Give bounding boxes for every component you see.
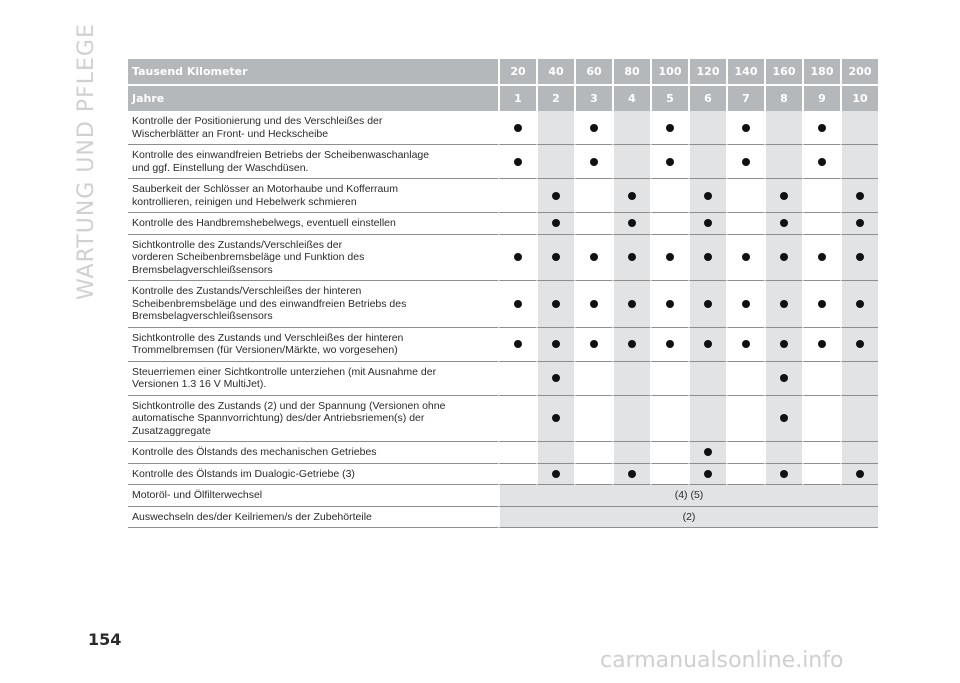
header-km-100: 100 [650, 59, 688, 84]
header-year-3: 3 [574, 84, 612, 111]
row-description: Sichtkontrolle des Zustands und Verschleißes der hinteren Trommelbremsen (für Versionen/Märkte, wo vorgesehen) [128, 328, 498, 362]
check-dot-icon [552, 219, 560, 227]
interval-cell [726, 179, 764, 213]
interval-cell [726, 362, 764, 396]
interval-cell [536, 442, 574, 464]
check-dot-icon [704, 253, 712, 261]
interval-cell [650, 213, 688, 235]
interval-cell [840, 281, 878, 328]
interval-cell [802, 396, 840, 443]
interval-cell [574, 362, 612, 396]
header-km-160: 160 [764, 59, 802, 84]
check-dot-icon [818, 340, 826, 348]
table-body [128, 111, 878, 528]
table-row [128, 213, 878, 235]
header-year-5: 5 [650, 84, 688, 111]
interval-cell [650, 145, 688, 179]
check-dot-icon [514, 158, 522, 166]
interval-cell [764, 281, 802, 328]
header-year-4: 4 [612, 84, 650, 111]
interval-cell [688, 179, 726, 213]
header-year-7: 7 [726, 84, 764, 111]
check-dot-icon [666, 124, 674, 132]
interval-cell [802, 179, 840, 213]
header-km-label: Tausend Kilometer [128, 59, 498, 84]
row-description: Steuerriemen einer Sichtkontrolle unterziehen (mit Ausnahme der Versionen 1.3 16 V MultiJet). [128, 362, 498, 396]
interval-cell [574, 111, 612, 145]
table-row [128, 464, 878, 486]
check-dot-icon [780, 470, 788, 478]
interval-cell [802, 235, 840, 282]
interval-cell [840, 464, 878, 486]
interval-cell [688, 111, 726, 145]
interval-cell [726, 111, 764, 145]
interval-cell [726, 396, 764, 443]
table-row [128, 396, 878, 443]
check-dot-icon [590, 253, 598, 261]
header-year-8: 8 [764, 84, 802, 111]
page-number: 154 [88, 630, 122, 649]
check-dot-icon [704, 470, 712, 478]
check-dot-icon [704, 192, 712, 200]
header-km-20: 20 [498, 59, 536, 84]
table-row [128, 362, 878, 396]
interval-cell [726, 281, 764, 328]
header-year-9: 9 [802, 84, 840, 111]
check-dot-icon [590, 340, 598, 348]
check-dot-icon [552, 253, 560, 261]
interval-cell [840, 442, 878, 464]
interval-cell [802, 442, 840, 464]
interval-cell [802, 111, 840, 145]
interval-cell [726, 235, 764, 282]
maintenance-table [128, 59, 878, 528]
interval-cell [840, 328, 878, 362]
header-km-180: 180 [802, 59, 840, 84]
interval-cell [764, 328, 802, 362]
interval-cell [498, 362, 536, 396]
interval-cell [688, 145, 726, 179]
table-row [128, 111, 878, 145]
row-description: Kontrolle des Ölstands im Dualogic-Getriebe (3) [128, 464, 498, 486]
check-dot-icon [856, 253, 864, 261]
interval-cell [536, 179, 574, 213]
interval-cell [764, 145, 802, 179]
row-description: Sichtkontrolle des Zustands (2) und der Spannung (Versionen ohne automatische Spannvorrichtung) des/der Antriebsriemen(s) der Zusatzaggregate [128, 396, 498, 443]
row-note: (4) (5) [498, 485, 878, 507]
check-dot-icon [628, 192, 636, 200]
interval-cell [498, 396, 536, 443]
check-dot-icon [552, 374, 560, 382]
header-km-140: 140 [726, 59, 764, 84]
row-description: Auswechseln des/der Keilriemen/s der Zubehörteile [128, 507, 498, 529]
check-dot-icon [628, 470, 636, 478]
check-dot-icon [628, 253, 636, 261]
check-dot-icon [856, 470, 864, 478]
header-km-200: 200 [840, 59, 878, 84]
interval-cell [840, 179, 878, 213]
row-description: Sauberkeit der Schlösser an Motorhaube und Kofferraum kontrollieren, reinigen und Hebelwerk schmieren [128, 179, 498, 213]
check-dot-icon [818, 124, 826, 132]
interval-cell [650, 111, 688, 145]
interval-cell [536, 213, 574, 235]
interval-cell [688, 442, 726, 464]
interval-cell [498, 213, 536, 235]
check-dot-icon [742, 253, 750, 261]
interval-cell [574, 213, 612, 235]
interval-cell [498, 235, 536, 282]
check-dot-icon [818, 300, 826, 308]
interval-cell [764, 235, 802, 282]
table-row [128, 179, 878, 213]
check-dot-icon [742, 158, 750, 166]
check-dot-icon [590, 300, 598, 308]
table-row [128, 328, 878, 362]
interval-cell [574, 179, 612, 213]
interval-cell [764, 213, 802, 235]
interval-cell [536, 111, 574, 145]
check-dot-icon [856, 300, 864, 308]
interval-cell [840, 111, 878, 145]
check-dot-icon [666, 300, 674, 308]
header-year-6: 6 [688, 84, 726, 111]
interval-cell [726, 328, 764, 362]
watermark: carmanualsonline.info [600, 648, 844, 673]
check-dot-icon [780, 374, 788, 382]
table-row [128, 235, 878, 282]
row-description: Kontrolle des Ölstands des mechanischen Getriebes [128, 442, 498, 464]
header-year-10: 10 [840, 84, 878, 111]
check-dot-icon [780, 219, 788, 227]
interval-cell [688, 464, 726, 486]
check-dot-icon [818, 253, 826, 261]
interval-cell [498, 464, 536, 486]
interval-cell [650, 442, 688, 464]
interval-cell [612, 111, 650, 145]
interval-cell [574, 442, 612, 464]
header-row-km [128, 59, 878, 84]
interval-cell [574, 328, 612, 362]
check-dot-icon [856, 340, 864, 348]
interval-cell [802, 145, 840, 179]
interval-cell [650, 464, 688, 486]
table-row [128, 485, 878, 507]
check-dot-icon [818, 158, 826, 166]
header-km-60: 60 [574, 59, 612, 84]
check-dot-icon [780, 414, 788, 422]
interval-cell [574, 145, 612, 179]
header-year-1: 1 [498, 84, 536, 111]
interval-cell [612, 362, 650, 396]
check-dot-icon [552, 414, 560, 422]
interval-cell [802, 362, 840, 396]
header-years-label: Jahre [128, 84, 498, 111]
check-dot-icon [666, 253, 674, 261]
interval-cell [498, 145, 536, 179]
check-dot-icon [666, 158, 674, 166]
interval-cell [688, 328, 726, 362]
check-dot-icon [742, 340, 750, 348]
interval-cell [726, 464, 764, 486]
interval-cell [498, 442, 536, 464]
check-dot-icon [552, 340, 560, 348]
interval-cell [612, 464, 650, 486]
check-dot-icon [590, 124, 598, 132]
interval-cell [574, 281, 612, 328]
check-dot-icon [780, 253, 788, 261]
check-dot-icon [704, 340, 712, 348]
header-km-40: 40 [536, 59, 574, 84]
row-description: Kontrolle der Positionierung und des Verschleißes der Wischerblätter an Front- und Heckscheibe [128, 111, 498, 145]
header-year-2: 2 [536, 84, 574, 111]
interval-cell [574, 464, 612, 486]
row-note: (2) [498, 507, 878, 529]
interval-cell [574, 396, 612, 443]
table-row [128, 442, 878, 464]
interval-cell [612, 328, 650, 362]
interval-cell [612, 442, 650, 464]
interval-cell [840, 145, 878, 179]
interval-cell [688, 235, 726, 282]
interval-cell [650, 179, 688, 213]
interval-cell [764, 442, 802, 464]
check-dot-icon [704, 448, 712, 456]
interval-cell [764, 362, 802, 396]
interval-cell [764, 464, 802, 486]
interval-cell [612, 281, 650, 328]
row-description: Kontrolle des Zustands/Verschleißes der hinteren Scheibenbremsbeläge und des einwandfreien Betriebs des Bremsbelagverschleißsensors [128, 281, 498, 328]
check-dot-icon [552, 300, 560, 308]
row-description: Kontrolle des einwandfreien Betriebs der Scheibenwaschanlage und ggf. Einstellung der Waschdüsen. [128, 145, 498, 179]
row-description: Sichtkontrolle des Zustands/Verschleißes der vorderen Scheibenbremsbeläge und Funktion des Bremsbelagverschleißsensors [128, 235, 498, 282]
interval-cell [764, 111, 802, 145]
check-dot-icon [514, 253, 522, 261]
interval-cell [536, 145, 574, 179]
check-dot-icon [666, 340, 674, 348]
interval-cell [650, 396, 688, 443]
interval-cell [574, 235, 612, 282]
interval-cell [536, 362, 574, 396]
interval-cell [498, 281, 536, 328]
interval-cell [650, 362, 688, 396]
interval-cell [840, 235, 878, 282]
interval-cell [612, 213, 650, 235]
interval-cell [688, 281, 726, 328]
interval-cell [650, 328, 688, 362]
interval-cell [536, 281, 574, 328]
check-dot-icon [742, 124, 750, 132]
interval-cell [612, 396, 650, 443]
check-dot-icon [552, 470, 560, 478]
interval-cell [536, 328, 574, 362]
interval-cell [612, 179, 650, 213]
section-title: WARTUNG UND PFLEGE [74, 23, 99, 300]
interval-cell [536, 464, 574, 486]
interval-cell [536, 235, 574, 282]
check-dot-icon [628, 219, 636, 227]
interval-cell [688, 396, 726, 443]
check-dot-icon [628, 300, 636, 308]
header-km-80: 80 [612, 59, 650, 84]
interval-cell [802, 464, 840, 486]
interval-cell [650, 235, 688, 282]
check-dot-icon [704, 219, 712, 227]
check-dot-icon [856, 219, 864, 227]
interval-cell [612, 235, 650, 282]
interval-cell [840, 213, 878, 235]
interval-cell [840, 396, 878, 443]
interval-cell [650, 281, 688, 328]
check-dot-icon [514, 300, 522, 308]
interval-cell [764, 179, 802, 213]
row-description: Motoröl- und Ölfilterwechsel [128, 485, 498, 507]
check-dot-icon [552, 192, 560, 200]
check-dot-icon [514, 124, 522, 132]
check-dot-icon [704, 300, 712, 308]
check-dot-icon [856, 192, 864, 200]
check-dot-icon [590, 158, 598, 166]
interval-cell [688, 213, 726, 235]
check-dot-icon [780, 300, 788, 308]
interval-cell [802, 213, 840, 235]
check-dot-icon [514, 340, 522, 348]
interval-cell [726, 442, 764, 464]
table-row [128, 507, 878, 529]
row-description: Kontrolle des Handbremshebelwegs, eventuell einstellen [128, 213, 498, 235]
interval-cell [802, 281, 840, 328]
header-row-years [128, 84, 878, 111]
interval-cell [612, 145, 650, 179]
table-row [128, 281, 878, 328]
interval-cell [840, 362, 878, 396]
interval-cell [536, 396, 574, 443]
interval-cell [764, 396, 802, 443]
interval-cell [726, 145, 764, 179]
interval-cell [498, 111, 536, 145]
table-row [128, 145, 878, 179]
interval-cell [498, 179, 536, 213]
interval-cell [802, 328, 840, 362]
check-dot-icon [628, 340, 636, 348]
check-dot-icon [780, 192, 788, 200]
check-dot-icon [742, 300, 750, 308]
header-km-120: 120 [688, 59, 726, 84]
interval-cell [688, 362, 726, 396]
interval-cell [498, 328, 536, 362]
interval-cell [726, 213, 764, 235]
check-dot-icon [780, 340, 788, 348]
